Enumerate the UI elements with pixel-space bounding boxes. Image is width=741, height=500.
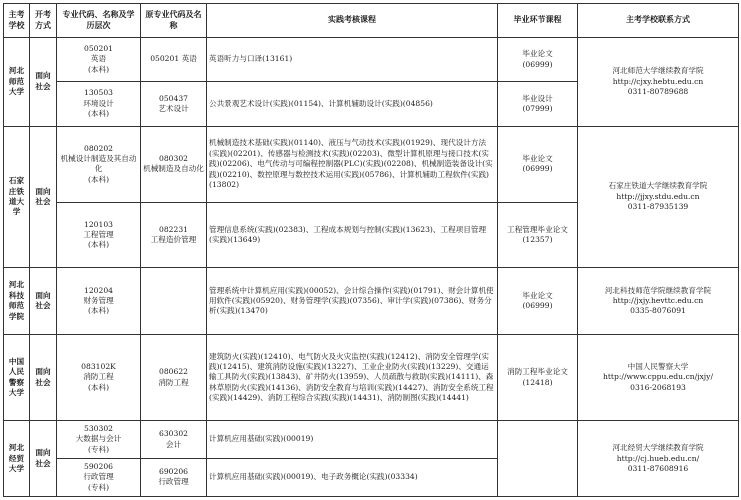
program-name: 工程管理 (83, 230, 114, 240)
practice-courses: 建筑防火(实践)(12410)、电气防火及火灾监控(实践)(12412)、消防安全管理学(实践)(12415)、建筑消防设施(实践)(13227)、工业企业防火(实践)(13229)、交通运输工具防火(实践)(13843)、矿井防火(13959)、人员疏散与救助(实践)(14111)、森林草原防火(实践)(14136)、消防安全教育与培训(实践)(14427)、消防安全系统工程(实践)(14429)、消防工程综合实践(实践)(14431)、消防制图(实践)(14441) (207, 334, 498, 421)
practice-courses: 计算机应用基础(实践)(00019)、电子政务概论(实践)(03334) (207, 458, 498, 496)
contact-cell (578, 334, 739, 421)
original-program-cell (141, 126, 207, 203)
original-program-cell (141, 268, 207, 334)
school-name: 石家庄铁道大学 (4, 126, 30, 268)
school-name: 河北经贸大学 (4, 421, 30, 497)
original-code: 080622 (159, 367, 188, 377)
exam-mode: 面向社会 (30, 334, 57, 421)
program-cell (57, 126, 141, 203)
graduation-cell (498, 82, 578, 126)
contact-phone: 0311-87608916 (627, 463, 689, 473)
original-program-cell (141, 334, 207, 421)
practice-courses: 公共景观艺术设计(实践)(01154)、计算机辅助设计(实践)(04856) (207, 82, 498, 126)
contact-cell (578, 38, 739, 127)
graduation-code: (07999) (522, 103, 553, 113)
original-program-cell (141, 38, 207, 82)
practice-courses: 管理信息系统(实践)(02383)、工程成本规划与控制(实践)(13623)、工程项目管理(实践)(13649) (207, 203, 498, 268)
program-name: 消防工程 (83, 372, 114, 382)
original-name: 行政管理 (158, 477, 189, 487)
contact-name: 石家庄铁道大学继续教育学院 (608, 181, 708, 191)
table-row (4, 126, 739, 203)
exam-mode: 面向社会 (30, 38, 57, 127)
original-code-name (143, 54, 204, 64)
practice-courses: 计算机应用基础(实践)(00019) (207, 421, 498, 458)
program-name: 行政管理 (83, 472, 114, 482)
graduation-cell (498, 38, 578, 82)
program-level: (本科) (87, 109, 110, 119)
original-program-cell (141, 458, 207, 496)
original-name: 艺术设计 (158, 103, 189, 113)
contact-name: 河北经贸大学继续教育学院 (612, 443, 704, 453)
graduation-code: (06999) (522, 59, 553, 69)
graduation-course: 毕业设计 (522, 93, 553, 103)
program-cell (57, 458, 141, 496)
program-name: 英语 (90, 54, 107, 64)
school-name: 中国人民警察大学 (4, 334, 30, 421)
program-level: (本科) (87, 306, 110, 316)
contact-phone: 0316-2068193 (630, 382, 686, 392)
contact-phone: 0311-87935139 (627, 202, 689, 212)
program-level: (专科) (87, 444, 110, 454)
original-name: 机械制造及自动化 (143, 164, 204, 174)
program-level: (本科) (87, 382, 110, 392)
original-name: 工程造价管理 (150, 235, 197, 245)
graduation-course: 毕业论文 (522, 49, 553, 59)
header-practice: 实践考核课程 (207, 4, 498, 38)
contact-phone: 0335-8076091 (630, 306, 686, 316)
graduation-code: (12418) (522, 377, 553, 387)
original-name: 英语 (181, 54, 197, 64)
program-cell (57, 268, 141, 334)
graduation-cell (498, 126, 578, 203)
program-code: 130503 (84, 88, 113, 98)
program-cell (57, 82, 141, 126)
contact-website[interactable]: http://jxjy.hevttc.edu.cn (612, 295, 704, 305)
program-code: 050201 (84, 44, 113, 54)
contact-website[interactable]: http://www.cppu.edu.cn/jxjy/ (602, 372, 714, 382)
graduation-cell (498, 203, 578, 268)
program-code: 590206 (84, 461, 113, 471)
contact-website[interactable]: http://cjxy.hebtu.edu.cn (612, 76, 704, 86)
original-code: 050201 (150, 54, 180, 64)
graduation-code: (06999) (522, 301, 553, 311)
program-name: 财务管理 (83, 295, 114, 305)
program-name: 机械设计制造及其自动化 (60, 153, 137, 174)
original-program-cell (141, 421, 207, 458)
program-cell (57, 334, 141, 421)
program-code: 530302 (84, 423, 113, 433)
original-program-cell (141, 82, 207, 126)
exam-course-table (3, 3, 739, 497)
graduation-course: 毕业论文 (522, 153, 553, 163)
program-level: (专科) (87, 482, 110, 492)
graduation-cell (498, 421, 578, 497)
program-name: 大数据与会计 (75, 434, 122, 444)
original-name: 消防工程 (158, 377, 189, 387)
original-program-cell (141, 203, 207, 268)
graduation-course: 毕业论文 (522, 290, 553, 300)
header-school: 主考学校 (4, 4, 30, 38)
contact-website[interactable]: http://jjxy.stdu.edu.cn (616, 191, 700, 201)
program-code: 120204 (84, 285, 113, 295)
original-name: 会计 (165, 439, 182, 449)
contact-website[interactable]: http://cj.hueb.edu.cn/ (616, 453, 700, 463)
graduation-cell (498, 268, 578, 334)
original-code: 690206 (159, 466, 188, 476)
table-row (4, 421, 739, 458)
header-original: 原专业代码及名称 (141, 4, 207, 38)
practice-courses: 管理系统中计算机应用(实践)(00052)、会计综合操作(实践)(01791)、财会计算机使用软件(实践)(05920)、财务管理学(实践)(07356)、审计学(实践)(07386)、财务分析(实践)(13470) (207, 268, 498, 334)
graduation-course: 消防工程毕业论文 (507, 367, 568, 377)
exam-mode: 面向社会 (30, 268, 57, 334)
contact-cell (578, 126, 739, 268)
program-level: (本科) (87, 240, 110, 250)
contact-name: 河北科技师范学院继续教育学院 (604, 285, 712, 295)
contact-cell (578, 268, 739, 334)
program-name: 环境设计 (83, 98, 114, 108)
original-code: 082231 (159, 224, 188, 234)
table-row (4, 334, 739, 421)
practice-courses: 英语听力与口译(13161) (207, 38, 498, 82)
graduation-cell (498, 334, 578, 421)
program-level: (本科) (87, 174, 110, 184)
graduation-code: (12357) (522, 235, 553, 245)
program-code: 083102K (81, 362, 116, 372)
program-cell (57, 203, 141, 268)
header-mode: 开考方式 (30, 4, 57, 38)
original-code: 630302 (159, 429, 188, 439)
header-program: 专业代码、名称及学历层次 (57, 4, 141, 38)
contact-name: 中国人民警察大学 (627, 362, 689, 372)
header-contact: 主考学校联系方式 (578, 4, 739, 38)
exam-mode: 面向社会 (30, 421, 57, 497)
program-level: (本科) (87, 64, 110, 74)
header-graduation: 毕业环节课程 (498, 4, 578, 38)
exam-mode: 面向社会 (30, 126, 57, 268)
program-cell (57, 421, 141, 458)
header-row (4, 4, 739, 38)
contact-name: 河北师范大学继续教育学院 (612, 66, 704, 76)
contact-cell (578, 421, 739, 497)
school-name: 河北科技师范学院 (4, 268, 30, 334)
graduation-code: (06999) (522, 164, 553, 174)
table-row (4, 38, 739, 82)
graduation-course: 工程管理毕业论文 (507, 224, 568, 234)
original-code: 050437 (159, 93, 188, 103)
school-name: 河北师范大学 (4, 38, 30, 127)
original-code: 080302 (159, 153, 188, 163)
table-row (4, 268, 739, 334)
program-code: 080202 (84, 143, 113, 153)
contact-phone: 0311-80789688 (627, 86, 689, 96)
program-cell (57, 38, 141, 82)
practice-courses: 机械制造技术基础(实践)(01140)、液压与气动技术(实践)(01929)、现代设计方法(实践)(02201)、传感器与检测技术(实践)(02203)、微型计算机原理与接口技术(实践)(02206)、电气传动与可编程控制器(PLC)(实践)(02208)、机械制造装备设计(实践)(02210)、数控原理与数控技术运用(实践)(05786)、计算机辅助工程软件(实践)(13802) (207, 126, 498, 203)
program-code: 120103 (84, 219, 113, 229)
